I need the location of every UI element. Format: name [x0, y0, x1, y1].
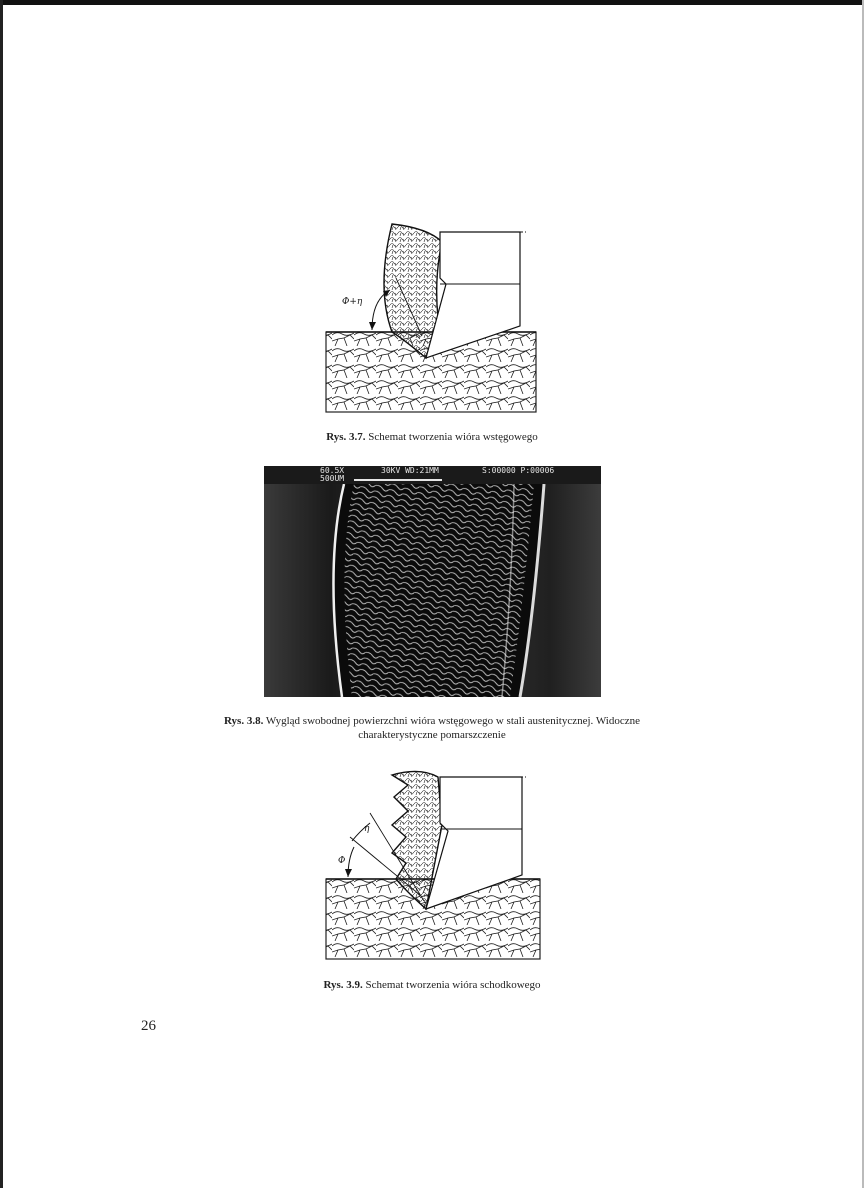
caption-label: Rys. 3.9. [323, 979, 363, 991]
caption-fig-3-7 [120, 430, 744, 444]
caption-text-line-1: Wygląd swobodnej powierzchni wióra wstęgowego w stali austenitycznej. Widoczne [265, 715, 641, 727]
caption-line-1 [120, 714, 744, 728]
sem-magnification: 60.5X [320, 466, 345, 475]
figure-3-9-schematic [310, 765, 550, 965]
caption-label: Rys. 3.7. [326, 431, 366, 443]
caption-fig-3-9 [120, 978, 744, 992]
scan-border-top [0, 0, 864, 5]
sem-image [264, 466, 601, 697]
sem-scale: 500UM [320, 474, 345, 483]
caption-text: Schemat tworzenia wióra schodkowego [365, 979, 541, 991]
sem-counters: S:00000 P:00006 [482, 466, 555, 475]
sem-info-bar [264, 466, 601, 484]
caption-label: Rys. 3.8. [223, 715, 264, 727]
caption-text: Schemat tworzenia wióra wstęgowego [368, 431, 538, 443]
scan-border-left [0, 0, 3, 1188]
figure-3-8-sem-micrograph [264, 466, 601, 697]
figure-3-7-schematic [310, 218, 550, 418]
sem-scale-bar [354, 479, 442, 481]
page-number: 26 [141, 1018, 156, 1034]
angle-label-eta: η [364, 824, 370, 834]
caption-fig-3-8 [120, 714, 744, 742]
angle-label-phi: Φ [338, 856, 346, 866]
angle-label-phi-eta: Φ+η [342, 297, 363, 307]
caption-text-line-2: charakterystyczne pomarszczenie [358, 729, 506, 741]
sem-voltage-wd: 30KV WD:21MM [381, 466, 439, 475]
